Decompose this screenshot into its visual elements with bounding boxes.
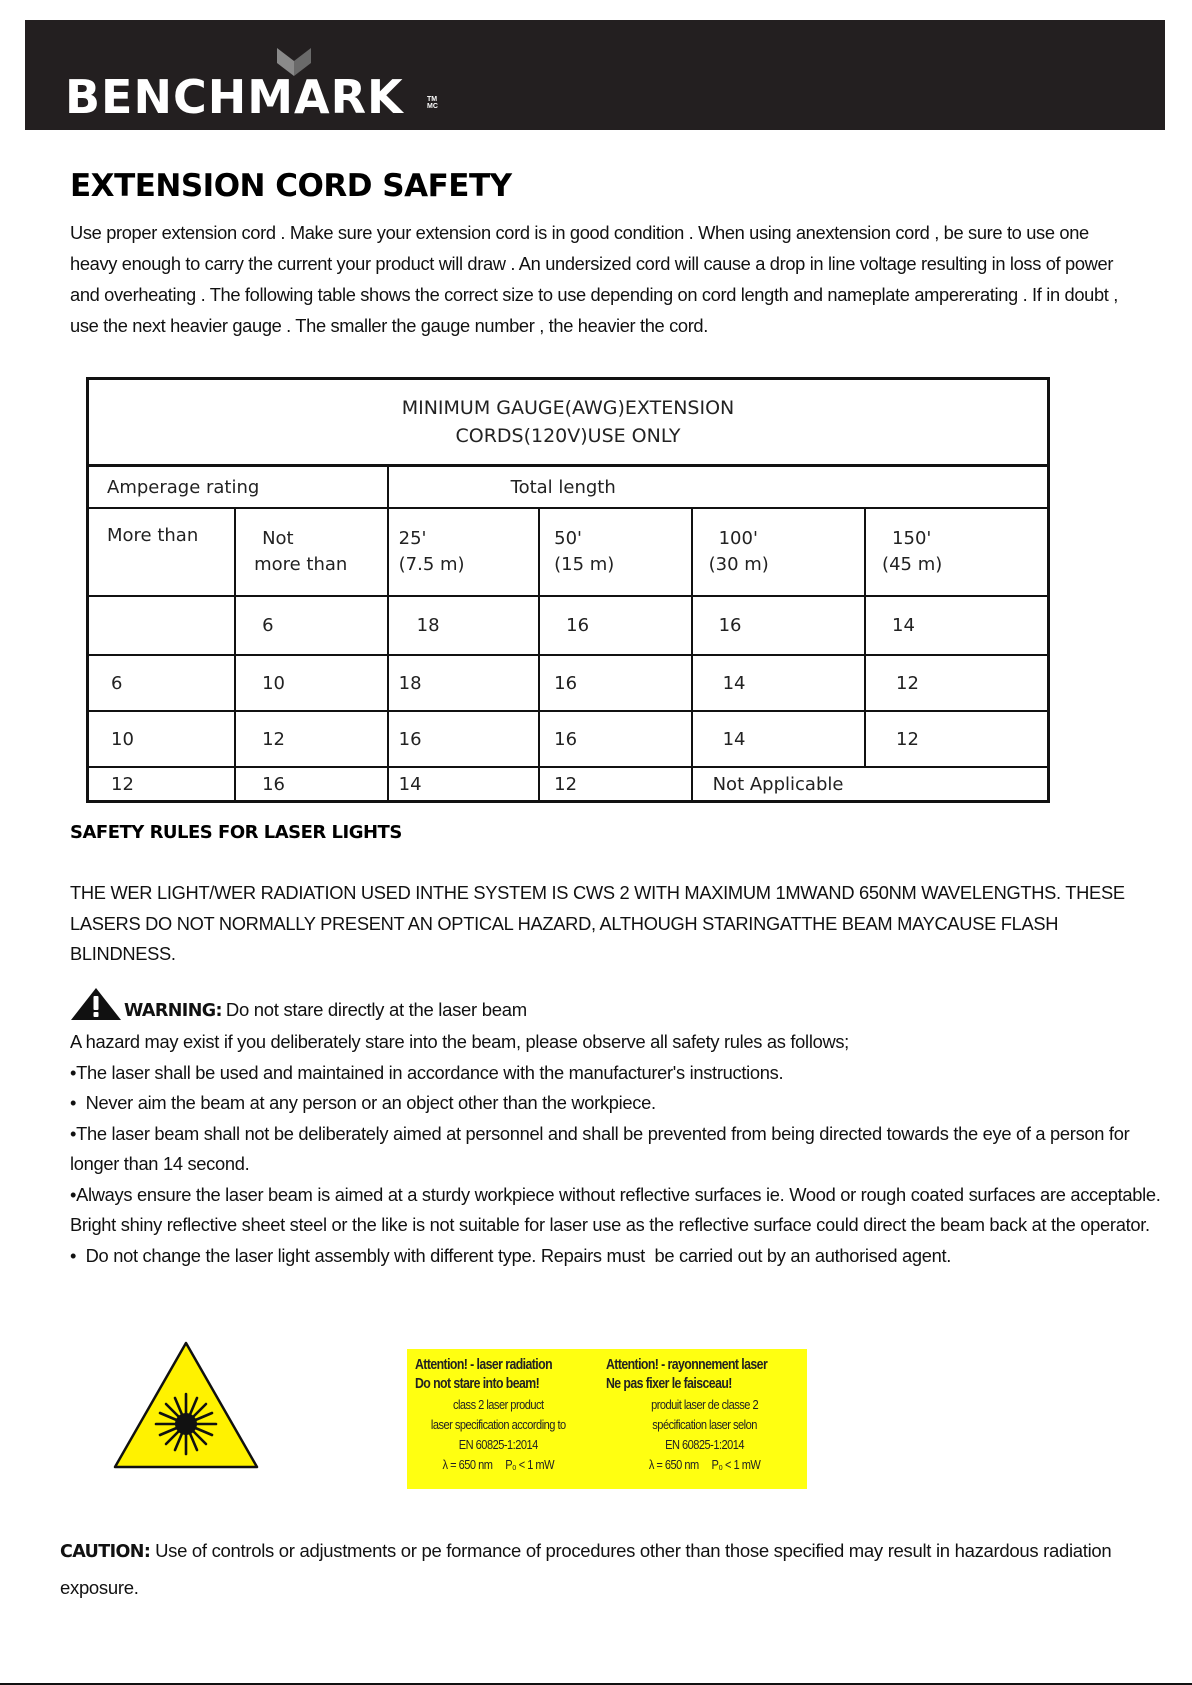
rules-intro: A hazard may exist if you deliberately stare into the beam, please observe all safety rules as follows; xyxy=(70,1031,849,1052)
length-25-header: 25' (7.5 m) xyxy=(388,508,539,596)
table-caption-row xyxy=(88,379,1049,466)
rule-item: •The laser beam shall not be deliberately aimed at personnel and shall be prevented from being directed towards the eye of a person for longer than 14 second. xyxy=(70,1122,1130,1174)
header-bar xyxy=(25,20,1165,130)
amperage-header: Amperage rating xyxy=(88,466,388,509)
caution-label: CAUTION: xyxy=(60,1542,151,1562)
intro-paragraph: Use proper extension cord . Make sure your extension cord is in good condition . When using anextension cord , be sure to use one heavy enough to carry the current your product will draw . An undersized cord will cause a drop in line voltage resulting in loss of power and overheating . The following table shows the correct size to use depending on cord length and nameplate ampererating . If in doubt , use the next heavier gauge . The smaller the gauge number , the heavier the cord. xyxy=(70,222,1118,336)
caution-text: Use of controls or adjustments or pe formance of procedures other than those specified may result in hazardous radiation exposure. xyxy=(60,1540,1112,1598)
label-english: Attention! - laser radiation Do not stare into beam! class 2 laser product laser specification according to EN 60825-1:2014 λ = 650 nm P₀ < 1 mW xyxy=(415,1356,566,1472)
page-title: EXTENSION CORD SAFETY xyxy=(70,168,512,204)
laser-hazard-triangle-icon xyxy=(112,1340,260,1470)
laser-rules xyxy=(70,1027,1170,1271)
warning-triangle-icon xyxy=(70,987,122,1021)
length-100-header: 100' (30 m) xyxy=(692,508,865,596)
more-than-header: More than xyxy=(88,508,236,596)
length-150-header: 150' (45 m) xyxy=(865,508,1048,596)
gauge-table xyxy=(86,377,1050,803)
rule-item: • Do not change the laser light assembly with different type. Repairs must be carried out by an authorised agent. xyxy=(70,1244,952,1266)
table-row: 6 10 18 16 14 12 xyxy=(88,655,1049,711)
caution-paragraph xyxy=(60,1533,1160,1606)
warning-label: WARNING: xyxy=(124,1001,222,1021)
table-caption: MINIMUM GAUGE(AWG)EXTENSION CORDS(120V)USE ONLY xyxy=(88,379,1049,466)
table-row: 10 12 16 16 14 12 xyxy=(88,711,1049,767)
brand-name: BENCHMARK xyxy=(65,70,404,124)
laser-section-title: SAFETY RULES FOR LASER LIGHTS xyxy=(70,822,402,843)
rule-item: • Never aim the beam at any person or an object other than the workpiece. xyxy=(70,1092,656,1113)
table-row: 12 16 14 12 Not Applicable xyxy=(88,767,1049,802)
length-header: Total length xyxy=(388,466,1049,509)
warning-line xyxy=(70,985,527,1021)
laser-paragraph: THE WER LIGHT/WER RADIATION USED INTHE SYSTEM IS CWS 2 WITH MAXIMUM 1MWAND 650NM WAVELENGTHS. THESE LASERS DO NOT NORMALLY PRESENT AN OPTICAL HAZARD, ALTHOUGH STARINGATTHE BEAM MAYCAUSE FLASH BLINDNESS. xyxy=(70,882,1125,964)
rule-item: •Always ensure the laser beam is aimed at a sturdy workpiece without reflective surfaces ie. Wood or rough coated surfaces are acceptable. Bright shiny reflective sheet steel or the like is not suitable for laser use as the reflective surface could direct the beam back at the operator. xyxy=(70,1183,1161,1235)
table-header-row xyxy=(88,466,1049,509)
table-row: 6 18 16 16 14 xyxy=(88,596,1049,655)
length-50-header: 50' (15 m) xyxy=(539,508,691,596)
trademark-mark: TM MC xyxy=(427,96,438,110)
not-applicable-cell: Not Applicable xyxy=(692,767,1049,802)
label-french: Attention! - rayonnement laser Ne pas fixer le faisceau! produit laser de classe 2 spécification laser selon EN 60825-1:2014 λ = 650 nm P₀ < 1 mW xyxy=(606,1356,768,1472)
table-subheader-row xyxy=(88,508,1049,596)
laser-warning-label xyxy=(407,1349,807,1489)
warning-text: Do not stare directly at the laser beam xyxy=(225,999,527,1020)
not-more-than-header: Not more than xyxy=(235,508,388,596)
rule-item: •The laser shall be used and maintained in accordance with the manufacturer's instructions. xyxy=(70,1061,784,1083)
